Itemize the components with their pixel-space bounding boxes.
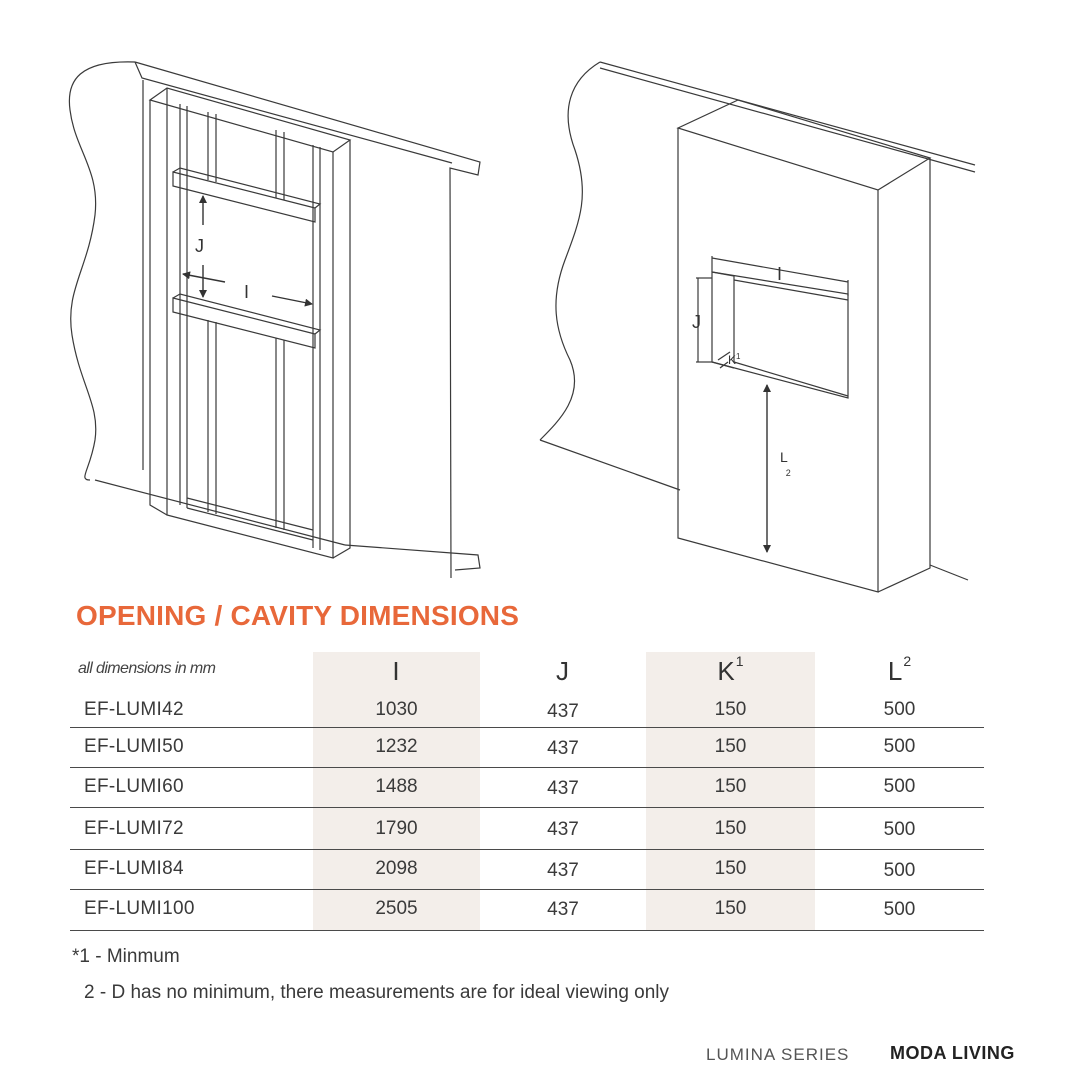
value-j: 437 bbox=[547, 738, 579, 759]
value-j: 437 bbox=[547, 778, 579, 799]
value-j: 437 bbox=[547, 860, 579, 881]
value-k: 150 bbox=[714, 818, 747, 839]
frame-label-j: J bbox=[195, 236, 204, 256]
value-i: 2098 bbox=[375, 858, 418, 879]
table-row bbox=[70, 808, 984, 850]
value-k: 150 bbox=[714, 736, 747, 757]
table-row bbox=[70, 728, 984, 768]
frame-label-i: I bbox=[244, 282, 250, 302]
header-i: I bbox=[392, 656, 400, 686]
value-l: 500 bbox=[883, 776, 916, 797]
header-j: J bbox=[556, 656, 569, 686]
value-k: 150 bbox=[714, 898, 747, 919]
value-k: 150 bbox=[714, 699, 747, 720]
cavity-label-i: I bbox=[777, 264, 783, 284]
value-l: 500 bbox=[883, 699, 916, 720]
value-j: 437 bbox=[547, 899, 579, 920]
cavity-label-j: J bbox=[692, 312, 701, 332]
value-l: 500 bbox=[883, 899, 916, 920]
dimensions-table bbox=[70, 652, 984, 932]
value-j: 437 bbox=[547, 819, 579, 840]
header-l: $L^2$ bbox=[887, 653, 912, 686]
framing-diagram bbox=[69, 62, 480, 578]
table-row bbox=[70, 850, 984, 890]
model-name: EF-LUMI84 bbox=[84, 858, 184, 879]
model-name: EF-LUMI100 bbox=[84, 898, 195, 919]
value-k: 150 bbox=[714, 776, 747, 797]
section-title: OPENING / CAVITY DIMENSIONS bbox=[76, 600, 520, 631]
footer-series: LUMINA SERIES bbox=[706, 1045, 850, 1064]
footnote-1: *1 - Minmum bbox=[72, 946, 180, 967]
units-note: all dimensions in mm bbox=[78, 660, 216, 677]
footer-brand: MODA LIVING bbox=[890, 1043, 1015, 1063]
value-i: 2505 bbox=[375, 898, 418, 919]
value-i: 1790 bbox=[375, 818, 418, 839]
model-name: EF-LUMI42 bbox=[84, 699, 184, 720]
table-row bbox=[70, 692, 984, 728]
value-i: 1030 bbox=[375, 699, 418, 720]
cavity-label-l: L 2 bbox=[780, 449, 791, 478]
cavity-diagram bbox=[540, 62, 975, 592]
footnote-2: 2 - D has no minimum, there measurements are for ideal viewing only bbox=[84, 982, 670, 1003]
table-row bbox=[70, 768, 984, 808]
table-row bbox=[70, 890, 984, 931]
cavity-label-k: $K^1$ bbox=[728, 352, 741, 367]
model-name: EF-LUMI50 bbox=[84, 736, 184, 757]
table-header bbox=[70, 652, 984, 692]
value-i: 1488 bbox=[375, 776, 418, 797]
value-k: 150 bbox=[714, 858, 747, 879]
value-l: 500 bbox=[883, 736, 916, 757]
value-l: 500 bbox=[883, 819, 916, 840]
model-name: EF-LUMI60 bbox=[84, 776, 184, 797]
header-k: $K^1$ bbox=[717, 653, 744, 686]
value-j: 437 bbox=[547, 701, 579, 722]
value-i: 1232 bbox=[375, 736, 418, 757]
value-l: 500 bbox=[883, 860, 916, 881]
model-name: EF-LUMI72 bbox=[84, 818, 184, 839]
